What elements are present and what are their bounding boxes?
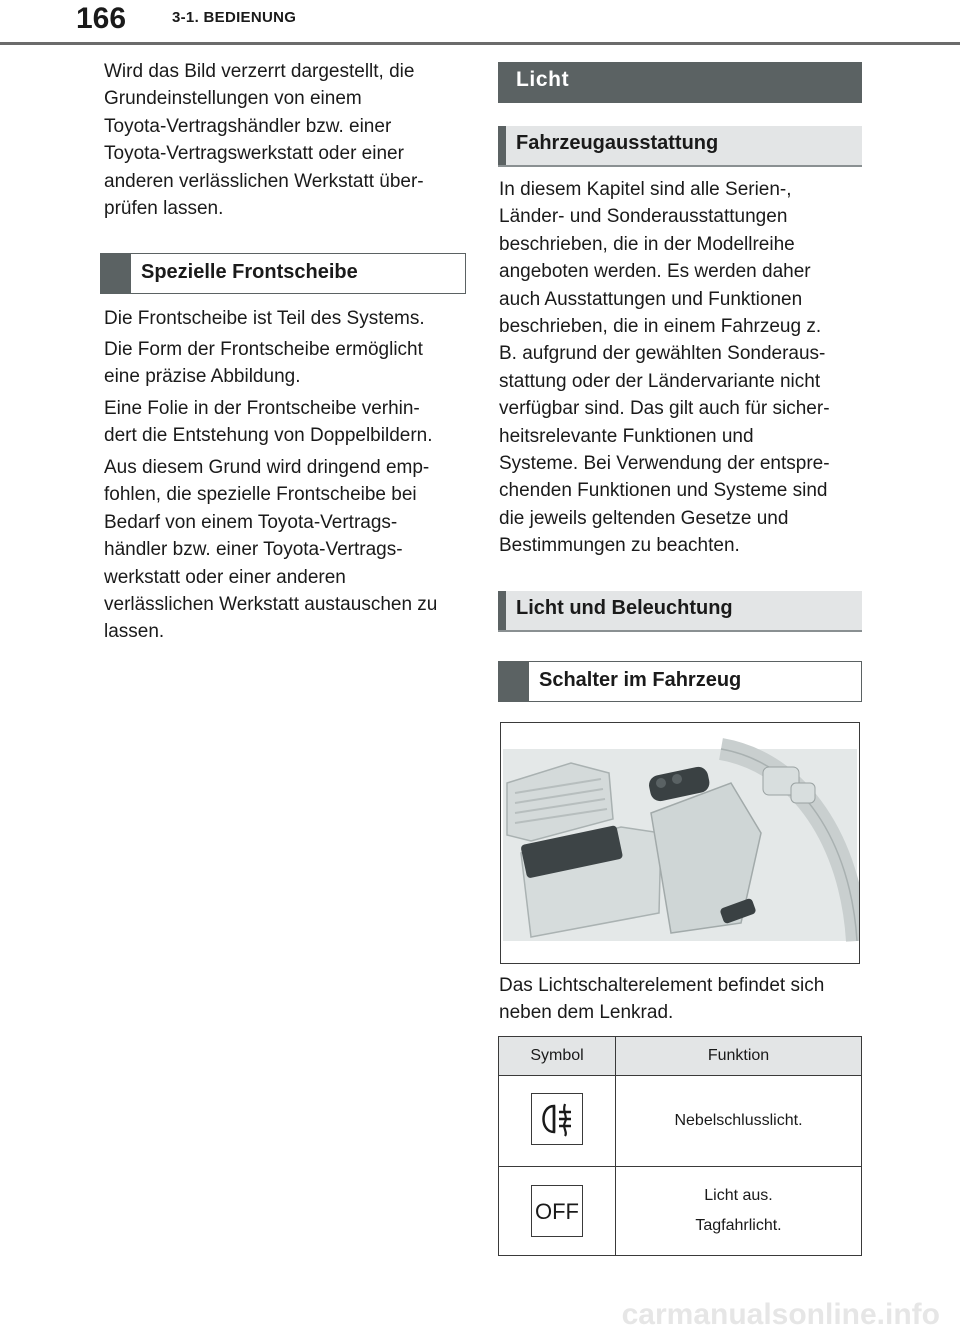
page-number: 166 [76, 2, 127, 35]
heading-licht-und-beleuchtung [498, 591, 862, 632]
text-line: Eine Folie in der Frontscheibe verhin- [104, 398, 420, 419]
text-line: verfügbar sind. Das gilt auch für sicher- [499, 398, 830, 420]
text-line: lassen. [104, 621, 165, 643]
text-line: heitsrelevante Funktionen und [499, 425, 754, 447]
table-row [499, 1076, 862, 1167]
text-line: auch Ausstattungen und Funktionen [499, 288, 803, 310]
text-line: Grundeinstellungen von einem [104, 88, 362, 110]
heading-bar [498, 591, 506, 630]
function-cell [616, 1167, 862, 1256]
text-line: neben dem Lenkrad. [499, 1002, 674, 1024]
symbol-cell [499, 1167, 616, 1256]
paragraph-ausstattung [499, 176, 830, 560]
heading-bar [498, 126, 506, 165]
text-line: dert die Entstehung von Doppelbildern. [104, 425, 433, 447]
text-line: Toyota-Vertragshändler bzw. einer [104, 115, 392, 137]
heading-text: Spezielle Frontscheibe [141, 261, 358, 283]
text-line: In diesem Kapitel sind alle Serien-, [499, 179, 792, 200]
page-header [0, 0, 960, 46]
chapter-title: 3-1. BEDIENUNG [172, 9, 297, 26]
text-line: B. aufgrund der gewählten Sonderaus- [499, 343, 826, 365]
text-line: Die Form der Frontscheibe ermöglicht [104, 339, 423, 360]
heading-text: Licht [516, 68, 570, 91]
text-line: Länder- und Sonderausstattungen [499, 206, 788, 228]
function-cell [616, 1076, 862, 1167]
paragraph-foil [104, 395, 433, 450]
function-text: Nebelschlusslicht. [674, 1112, 803, 1129]
heading-licht [498, 62, 862, 103]
table-header-row [499, 1037, 862, 1076]
heading-text: Fahrzeugausstattung [516, 132, 719, 154]
header-rule [0, 42, 960, 45]
heading-bar [101, 254, 131, 293]
rear-fog-light-icon [531, 1093, 583, 1145]
caption-light-switch [499, 972, 824, 1027]
heading-text: Schalter im Fahrzeug [539, 669, 742, 691]
text-line: Systeme. Bei Verwendung der entspre- [499, 453, 830, 475]
text-line: Wird das Bild verzerrt dargestellt, die [104, 61, 415, 82]
text-line: eine präzise Abbildung. [104, 366, 301, 388]
heading-windscreen [100, 253, 466, 294]
text-line: fohlen, die spezielle Frontscheibe bei [104, 484, 417, 506]
heading-fahrzeugausstattung [498, 126, 862, 167]
off-symbol: OFF [531, 1185, 583, 1237]
column-header-function: Funktion [616, 1037, 862, 1076]
table-row [499, 1167, 862, 1256]
text-line: Bestimmungen zu beachten. [499, 535, 740, 557]
text-line: angeboten werden. Es werden daher [499, 261, 811, 283]
function-text: Tagfahrlicht. [695, 1217, 782, 1234]
heading-bar [499, 662, 529, 701]
symbol-function-table [498, 1036, 862, 1256]
light-switch-illustration [500, 722, 860, 964]
text-line: die jeweils geltenden Gesetze und [499, 507, 789, 529]
paragraph-shape [104, 336, 423, 391]
text-line: Bedarf von einem Toyota-Vertrags- [104, 511, 398, 533]
heading-text: Licht und Beleuchtung [516, 597, 733, 619]
text-line: stattung oder der Ländervariante nicht [499, 370, 821, 392]
intro-paragraph [104, 58, 424, 222]
text-line: Die Frontscheibe ist Teil des Systems. [104, 308, 425, 329]
dashboard-illustration-icon [501, 723, 859, 963]
text-line: händler bzw. einer Toyota-Vertrags- [104, 539, 403, 561]
text-line: beschrieben, die in der Modellreihe [499, 233, 795, 255]
function-text: Licht aus. [704, 1187, 773, 1204]
text-line: verlässlichen Werkstatt austauschen zu [104, 594, 438, 616]
heading-schalter-im-fahrzeug [498, 661, 862, 702]
watermark: carmanualsonline.info [621, 1298, 940, 1331]
text-line: Aus diesem Grund wird dringend emp- [104, 457, 430, 478]
text-line: Das Lichtschalterelement befindet sich [499, 975, 825, 996]
symbol-cell [499, 1076, 616, 1167]
text-line: Toyota-Vertragswerkstatt oder einer [104, 143, 404, 165]
text-line: prüfen lassen. [104, 198, 224, 220]
text-line: beschrieben, die in einem Fahrzeug z. [499, 316, 822, 338]
column-header-symbol: Symbol [499, 1037, 616, 1076]
text-line: werkstatt oder einer anderen [104, 566, 346, 588]
paragraph-system [104, 305, 425, 332]
paragraph-recommendation [104, 454, 437, 646]
text-line: chenden Funktionen und Systeme sind [499, 480, 828, 502]
text-line: anderen verlässlichen Werkstatt über- [104, 170, 424, 192]
